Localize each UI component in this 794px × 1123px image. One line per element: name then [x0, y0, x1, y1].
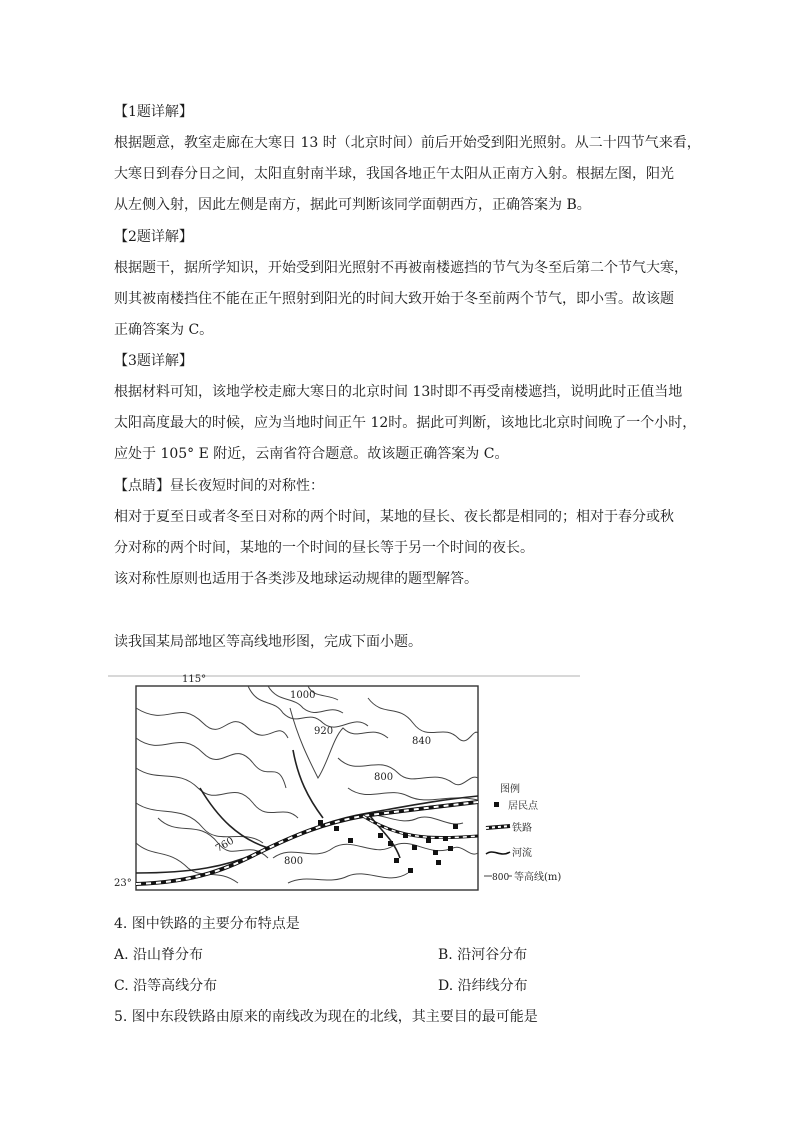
question-stem: 4. 图中铁路的主要分布特点是 — [114, 916, 300, 932]
text-line: 根据题意，教室走廊在大寒日 13 时（北京时间）前后开始受到阳光照射。从二十四节气来看， — [114, 135, 701, 151]
text-line: 太阳高度最大的时候，应为当地时间正午 12时。据此可判断，该地比北京时间晚了一个小时， — [114, 415, 697, 431]
text-line: 根据材料可知，该地学校走廊大寒日的北京时间 13时即不再受南楼遮挡，说明此时正值当地 — [114, 384, 683, 400]
tip-heading: 【点睛】昼长夜短时间的对称性： — [114, 478, 324, 494]
option-d[interactable]: D. 沿纬线分布 — [438, 978, 528, 994]
river-icon — [486, 852, 510, 854]
contour-label: 800 — [284, 856, 304, 867]
latitude-label: 23° — [114, 878, 132, 889]
section-heading-2: 【2题详解】 — [114, 229, 193, 245]
text-line: 相对于夏至日或者冬至日对称的两个时间，某地的昼长、夜长都是相同的；相对于春分或秋 — [114, 509, 674, 525]
contour-label: 920 — [314, 726, 334, 737]
text-line: 正确答案为 C。 — [114, 322, 214, 338]
legend-item: 等高线(m) — [514, 872, 562, 883]
longitude-label: 115° — [182, 674, 207, 685]
question-intro: 读我国某局部地区等高线地形图，完成下面小题。 — [114, 634, 422, 650]
text-line: 从左侧入射，因此左侧是南方，据此可判断该同学面朝西方，正确答案为 B。 — [114, 197, 591, 213]
option-b[interactable]: B. 沿河谷分布 — [438, 947, 528, 963]
text-line: 大寒日到春分日之间，太阳直射南半球，我国各地正午太阳从正南方入射。根据左图，阳光 — [114, 166, 674, 182]
legend — [484, 782, 561, 883]
text-line: 则其被南楼挡住不能在正午照射到阳光的时间大致开始于冬至前两个节气，即小雪。故该题 — [114, 291, 674, 307]
section-heading-1: 【1题详解】 — [114, 104, 193, 120]
legend-item: 铁路 — [512, 823, 532, 834]
text-line: 该对称性原则也适用于各类涉及地球运动规律的题型解答。 — [114, 571, 478, 587]
text-line: 分对称的两个时间，某地的一个时间的昼长等于另一个时间的夜长。 — [114, 540, 534, 556]
option-c[interactable]: C. 沿等高线分布 — [114, 978, 218, 994]
legend-item: 河流 — [512, 848, 532, 859]
legend-title: 图例 — [500, 784, 520, 795]
settlement-icon — [494, 802, 499, 807]
option-a[interactable]: A. 沿山脊分布 — [114, 947, 204, 963]
section-heading-3: 【3题详解】 — [114, 353, 193, 369]
legend-contour-value: 800 — [492, 873, 510, 883]
legend-item: 居民点 — [508, 801, 538, 812]
contour-label: 840 — [412, 736, 432, 747]
contour-label: 800 — [374, 772, 394, 783]
contour-label: 760 — [214, 835, 237, 855]
contour-label: 1000 — [290, 690, 316, 701]
text-line: 根据题干，据所学知识，开始受到阳光照射不再被南楼遮挡的节气为冬至后第二个节气大寒， — [114, 260, 688, 276]
contour-map-figure — [108, 668, 580, 894]
text-line: 应处于 105° E 附近，云南省符合题意。故该题正确答案为 C。 — [114, 446, 509, 462]
map-frame — [136, 686, 478, 890]
question-stem: 5. 图中东段铁路由原来的南线改为现在的北线，其主要目的最可能是 — [114, 1009, 538, 1025]
